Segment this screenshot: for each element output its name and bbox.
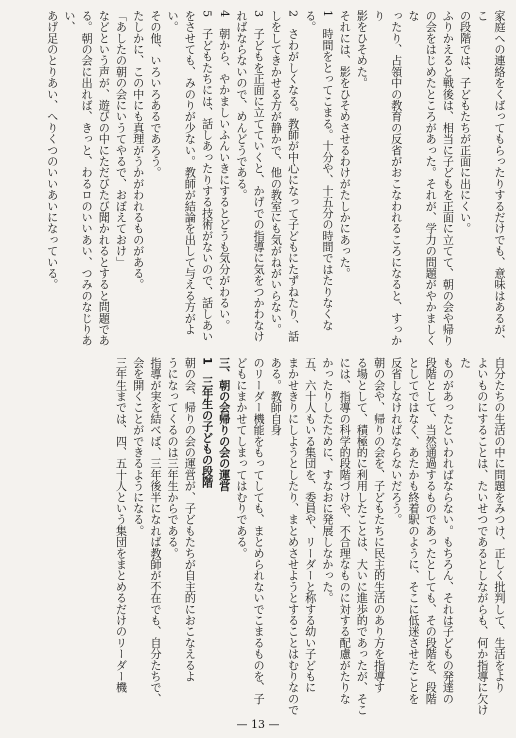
paragraph: 三年生までは、四、五十人という集団をまとめるだけのリーダー機 bbox=[114, 357, 128, 693]
paragraph: 家庭への連絡をくばってもらったりするだけでも、意味はあるが、こ bbox=[475, 10, 506, 346]
paragraph: 段階として、当然通過するものであったとしても、その段階を、段階 bbox=[424, 357, 438, 705]
paragraph: る。朝の会に出れば、きっと、わるロのいいあい、つみのなじりあい、 bbox=[62, 10, 94, 346]
paragraph: よいものにすることは、たいせつであるとしながらも、何か指導に欠けた bbox=[458, 357, 489, 716]
paragraph: の会をはじめたところがあった。それが、学力の問題がやかましくな bbox=[406, 10, 438, 346]
paragraph: には、指導の科学的段階づけや、不合理なものに対する配慮がたりな bbox=[338, 357, 352, 705]
list-item: 3 子どもを正面に立てていくと、かげでの指導に気をつかわなけ bbox=[252, 10, 266, 342]
paragraph: 朝の会や、帰りの会を、子どもたちに民主的生活のあり方を指導す bbox=[372, 357, 386, 693]
paragraph: かったりしたために、すなおに発展しなかった。 bbox=[320, 357, 334, 604]
paragraph: 「あしたの朝の会にいうてやるで、おぼえておけ」 bbox=[114, 10, 128, 268]
list-item: 5 子どもたちには、話しあったりする技術がないので、話しあい bbox=[200, 10, 214, 342]
list-item: い。 bbox=[166, 10, 180, 33]
paragraph: 指導が実を結べば、三年後半になれば教師が不在でも、自分たちで、 bbox=[148, 357, 162, 705]
paragraph: ものがあったといわればならない。もちろん、それは子どもの発達の bbox=[441, 357, 455, 705]
list-item: しをしてきかせる方が静かで、他の教室にも気がねがいらない。 bbox=[269, 10, 283, 335]
paragraph: ふりかえると戦後は、相当に子どもを正面に立てて、朝の会や帰り bbox=[441, 10, 455, 346]
paragraph: ったり、占領中の教育の反省がおこなわれるころになると、すっかり bbox=[372, 10, 403, 346]
paragraph: 反省しなければならないだろう。 bbox=[389, 357, 403, 525]
paragraph: 自分たちの生活の中に問題をみつけ、正しく批判して、生活をより bbox=[493, 357, 506, 693]
paragraph: あげ足のとりあい、へりくつのいいあいになっている。 bbox=[45, 10, 59, 290]
list-item: をさせても、みのりが少ない。教師が結論を出して与える方がよ bbox=[183, 10, 197, 335]
paragraph: のリーダー機能をもってしても、まとめられないでこまるものを、子 bbox=[252, 357, 266, 705]
paragraph: うになってくるのは三年生からである。 bbox=[166, 357, 180, 559]
paragraph: 影をひそめた。 bbox=[355, 10, 369, 89]
paragraph: る場として、積極的に利用したことは、大いに進歩的であったが、そこ bbox=[355, 357, 369, 716]
paragraph: どもにまかせてしまってはむりである。 bbox=[234, 357, 248, 559]
paragraph: たしかに、この中にも真理がうかがわれるものがある。 bbox=[131, 10, 145, 290]
subsection-heading: 1 三年生の子どもの段階 bbox=[200, 357, 214, 488]
list-item: 4 朝から、やかましいふんいきにするとどうも気分がわるい。 bbox=[217, 10, 231, 331]
paragraph: の段階では、子どもたちが正面に出にくい。 bbox=[458, 10, 472, 234]
paragraph: 五、六十人もいる集団を、委員や、リーダーと称する幼い子どもに bbox=[303, 357, 317, 693]
paragraph: その他、いろいろあるであろう。 bbox=[148, 10, 162, 178]
paragraph: それには、影をひそめさせるわけがたしかにあった。 bbox=[338, 10, 352, 279]
paragraph: としてではなく、あたかも終着駅のように、そこに低迷させたことを bbox=[406, 357, 420, 705]
paragraph: まかせきりにしようとしたり、まとめさせようとすることはむりなのである。教師自身 bbox=[269, 357, 300, 716]
list-item: 1 時間をとってこまる。十分や、十五分の時間ではたりなくなる。 bbox=[303, 10, 334, 331]
lower-text-block bbox=[8, 357, 508, 719]
section-heading: 三、朝の会帰りの会の運営 bbox=[217, 357, 231, 492]
paragraph: 朝の会、帰りの会の運営が、子どもたちが自主的におこなえるよ bbox=[183, 357, 197, 682]
list-item: ればならないので、めんどうである。 bbox=[234, 10, 248, 201]
paragraph: などという声が、遊びの中にただびたび聞かれるとすると問題であ bbox=[97, 10, 111, 346]
list-item: 2 さわがしくなる。教師が中心になって子どもにたずねたり、話 bbox=[286, 10, 300, 342]
paragraph: 会を開くことができるようになる。 bbox=[131, 357, 145, 537]
upper-text-block bbox=[8, 10, 508, 346]
page-number: — 13 — bbox=[236, 718, 280, 731]
